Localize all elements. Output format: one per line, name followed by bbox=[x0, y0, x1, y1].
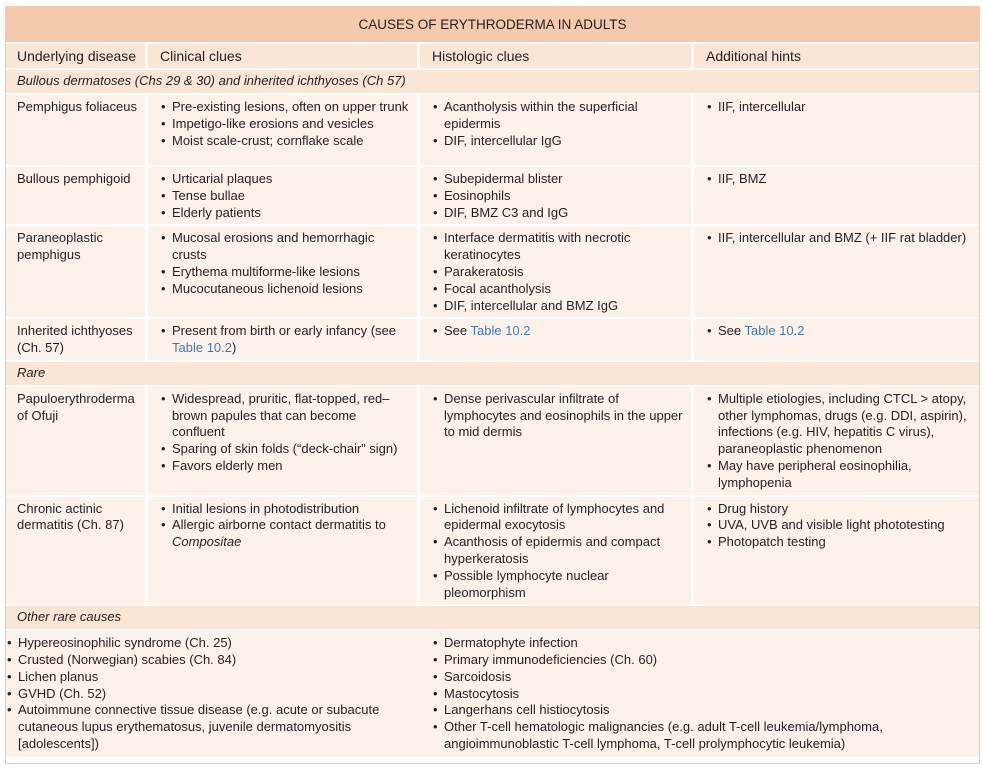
list-item: • Mastocytosis bbox=[432, 686, 940, 703]
list-item: • Moist scale-crust; cornflake scale bbox=[160, 133, 409, 150]
list-item: • Multiple etiologies, including CTCL > atopy, other lymphomas, drugs (e.g. DDI, aspirin), infections (e.g. HIV, hepatitis C virus), paraneoplastic phenomenon bbox=[706, 391, 972, 458]
list-item: • Subepidermal blister bbox=[432, 171, 683, 188]
list-item: • Erythema multiforme-like lesions bbox=[160, 264, 409, 281]
section-other-rare-causes: Other rare causes bbox=[5, 606, 980, 631]
hints-cell bbox=[694, 319, 980, 362]
header-additional-hints: Additional hints bbox=[694, 44, 980, 71]
list-item: • DIF, intercellular IgG bbox=[432, 133, 683, 150]
list-item: • Pre-existing lesions, often on upper trunk bbox=[160, 99, 409, 116]
clinical-text: Allergic airborne contact dermatitis to bbox=[172, 517, 386, 533]
disease-name: Pemphigus foliaceus bbox=[5, 95, 148, 167]
hints-cell bbox=[694, 387, 980, 497]
histologic-cell bbox=[420, 319, 694, 362]
see-text: See bbox=[444, 323, 471, 339]
clinical-text-end: ) bbox=[232, 340, 237, 356]
list-item: • Focal acantholysis bbox=[432, 281, 683, 298]
list-item: • Other T-cell hematologic malignancies (e.g. adult T-cell leukemia/lymphoma, angioimmunoblastic T-cell lymphoma, T-cell prolymphocytic leukemia) bbox=[432, 719, 940, 753]
histologic-cell bbox=[420, 497, 694, 607]
list-item: • Possible lymphocyte nuclear pleomorphism bbox=[432, 568, 683, 602]
disease-name: Inherited ichthyoses (Ch. 57) bbox=[5, 319, 148, 362]
disease-name: Bullous pemphigoid bbox=[5, 167, 148, 226]
hints-cell bbox=[694, 167, 980, 226]
list-item: • Urticarial plaques bbox=[160, 171, 409, 188]
list-item: • Initial lesions in photodistribution bbox=[160, 501, 409, 518]
list-item bbox=[160, 323, 409, 357]
other-causes-row bbox=[5, 631, 980, 757]
table-row bbox=[5, 95, 980, 167]
disease-name: Paraneoplastic pemphigus bbox=[5, 226, 148, 319]
list-item: • Drug history bbox=[706, 501, 972, 518]
list-item: • Primary immunodeficiencies (Ch. 60) bbox=[432, 652, 940, 669]
list-item: • Sparing of skin folds (“deck-chair” sign) bbox=[160, 441, 409, 458]
list-item: • Acantholysis within the superficial epidermis bbox=[432, 99, 683, 133]
hints-cell bbox=[694, 497, 980, 607]
clinical-cell bbox=[148, 387, 420, 497]
list-item: • Dense perivascular infiltrate of lymphocytes and eosinophils in the upper to mid dermis bbox=[432, 391, 683, 441]
erythroderma-table bbox=[5, 6, 980, 757]
hints-cell bbox=[694, 226, 980, 319]
compositae-text: Compositae bbox=[172, 534, 242, 550]
list-item: • Crusted (Norwegian) scabies (Ch. 84) bbox=[6, 652, 406, 669]
list-item: • Mucocutaneous lichenoid lesions bbox=[160, 281, 409, 298]
table-row bbox=[5, 497, 980, 607]
list-item: • Sarcoidosis bbox=[432, 669, 940, 686]
list-item: • Lichen planus bbox=[6, 669, 406, 686]
section-bullous-dermatoses: Bullous dermatoses (Chs 29 & 30) and inherited ichthyoses (Ch 57) bbox=[5, 70, 980, 95]
list-item: • May have peripheral eosinophilia, lymphopenia bbox=[706, 458, 972, 492]
list-item: • Lichenoid infiltrate of lymphocytes and epidermal exocytosis bbox=[432, 501, 683, 535]
list-item: • Langerhans cell histiocytosis bbox=[432, 702, 940, 719]
list-item: • Tense bullae bbox=[160, 188, 409, 205]
list-item: • IIF, intercellular bbox=[706, 99, 972, 116]
list-item: • Eosinophils bbox=[432, 188, 683, 205]
list-item: • Favors elderly men bbox=[160, 458, 409, 475]
list-item: • Interface dermatitis with necrotic keratinocytes bbox=[432, 230, 683, 264]
list-item: • IIF, BMZ bbox=[706, 171, 972, 188]
table-row bbox=[5, 226, 980, 319]
header-clinical-clues: Clinical clues bbox=[148, 44, 420, 71]
list-item: • Acanthosis of epidermis and compact hyperkeratosis bbox=[432, 534, 683, 568]
histologic-cell bbox=[420, 387, 694, 497]
list-item: • Elderly patients bbox=[160, 205, 409, 222]
list-item: • UVA, UVB and visible light phototesting bbox=[706, 517, 972, 534]
header-histologic-clues: Histologic clues bbox=[420, 44, 694, 71]
list-item: • Parakeratosis bbox=[432, 264, 683, 281]
list-item: • Hypereosinophilic syndrome (Ch. 25) bbox=[6, 635, 406, 652]
list-item bbox=[160, 517, 409, 551]
section-rare: Rare bbox=[5, 362, 980, 387]
clinical-cell bbox=[148, 226, 420, 319]
clinical-cell bbox=[148, 167, 420, 226]
header-row bbox=[5, 44, 980, 71]
clinical-cell bbox=[148, 497, 420, 607]
table-row bbox=[5, 319, 980, 362]
list-item bbox=[432, 323, 683, 340]
table-title: CAUSES OF ERYTHRODERMA IN ADULTS bbox=[5, 6, 980, 44]
list-item: • Autoimmune connective tissue disease (e.g. acute or subacute cutaneous lupus erythematosus, juvenile dermatomyositis [adolescents]) bbox=[6, 702, 406, 752]
list-item: • Dermatophyte infection bbox=[432, 635, 940, 652]
erythroderma-table-container bbox=[5, 6, 980, 757]
clinical-cell bbox=[148, 319, 420, 362]
hints-cell bbox=[694, 95, 980, 167]
list-item: • DIF, BMZ C3 and IgG bbox=[432, 205, 683, 222]
header-underlying-disease: Underlying disease bbox=[5, 44, 148, 71]
other-causes-left bbox=[5, 631, 420, 757]
disease-name: Chronic actinic dermatitis (Ch. 87) bbox=[5, 497, 148, 607]
table-10-2-link[interactable]: Table 10.2 bbox=[470, 323, 531, 339]
see-text: See bbox=[718, 323, 745, 339]
histologic-cell bbox=[420, 95, 694, 167]
table-10-2-link[interactable]: Table 10.2 bbox=[172, 340, 232, 356]
clinical-cell bbox=[148, 95, 420, 167]
disease-name: Papuloerythroderma of Ofuji bbox=[5, 387, 148, 497]
table-10-2-link[interactable]: Table 10.2 bbox=[744, 323, 805, 339]
table-row bbox=[5, 167, 980, 226]
list-item: • IIF, intercellular and BMZ (+ IIF rat bladder) bbox=[706, 230, 972, 247]
other-causes-right bbox=[420, 631, 980, 757]
table-row bbox=[5, 387, 980, 497]
list-item: • GVHD (Ch. 52) bbox=[6, 686, 406, 703]
list-item: • Photopatch testing bbox=[706, 534, 972, 551]
list-item: • Widespread, pruritic, flat-topped, red–brown papules that can become confluent bbox=[160, 391, 409, 441]
histologic-cell bbox=[420, 167, 694, 226]
list-item: • Impetigo-like erosions and vesicles bbox=[160, 116, 409, 133]
list-item bbox=[706, 323, 972, 340]
list-item: • Mucosal erosions and hemorrhagic crusts bbox=[160, 230, 409, 264]
list-item: • DIF, intercellular and BMZ IgG bbox=[432, 298, 683, 315]
histologic-cell bbox=[420, 226, 694, 319]
clinical-text: Present from birth or early infancy (see bbox=[172, 323, 396, 339]
